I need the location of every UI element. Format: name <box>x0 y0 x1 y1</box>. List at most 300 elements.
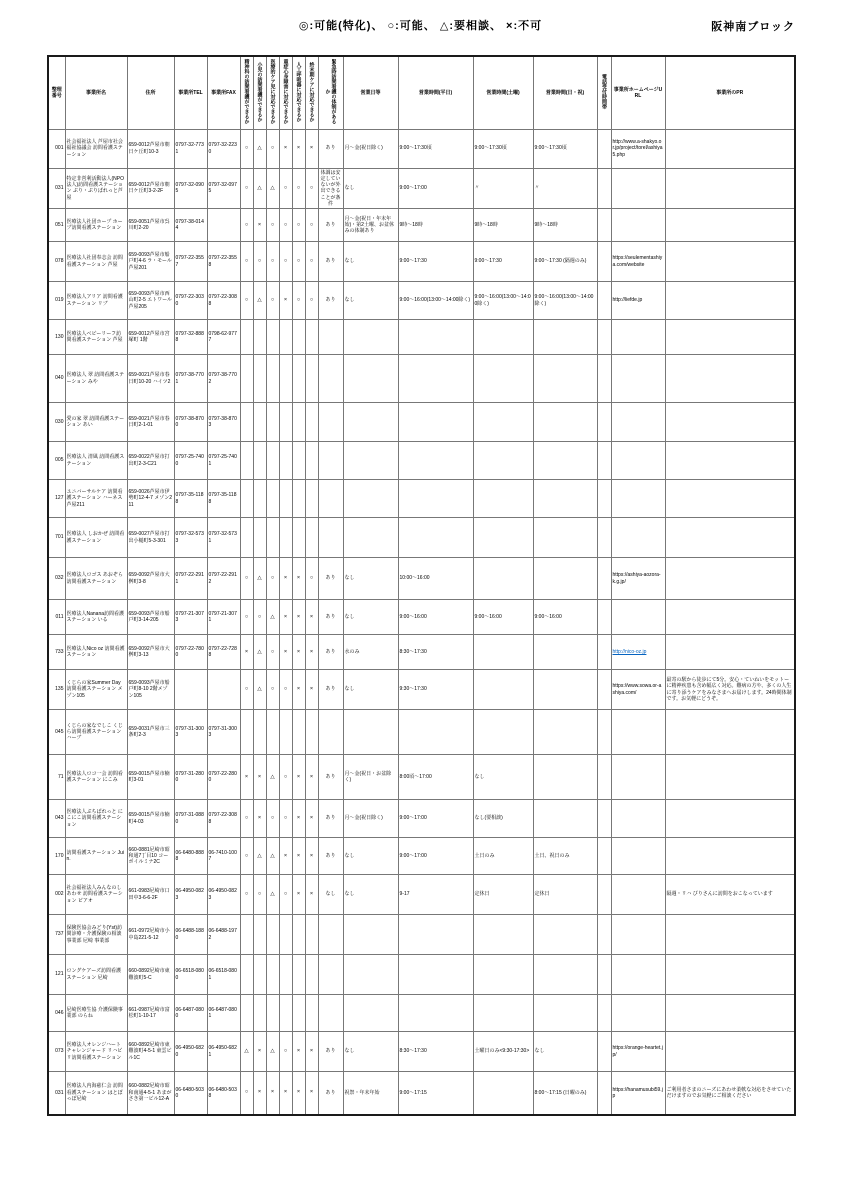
homepage-url-cell <box>611 518 665 558</box>
facility-name: 社会福祉法人 芦屋市社会福祉協議会 訪問看護ステーション <box>65 129 127 168</box>
symbol-cell-4: × <box>279 129 292 168</box>
facility-fax: 06-4950-0823 <box>207 875 240 915</box>
availability-cell: あり <box>318 600 343 635</box>
symbol-cell-1: ○ <box>240 670 253 710</box>
hours-sunday-cell: 土日、祝日のみ <box>533 838 597 875</box>
availability-cell: あり <box>318 838 343 875</box>
facility-fax: 0797-35-1188 <box>207 480 240 518</box>
availability-cell <box>318 995 343 1032</box>
facility-tel: 06-6480-5030 <box>174 1072 207 1115</box>
facility-fax: 0797-21-3071 <box>207 600 240 635</box>
facility-name: 社会福祉法人みんなのしあわせ 訪問看護ステーション ピアオ <box>65 875 127 915</box>
symbol-cell-6 <box>305 355 318 403</box>
facility-tel: 0797-38-8700 <box>174 403 207 442</box>
symbol-cell-3 <box>266 915 279 955</box>
phone-hours-cell <box>597 1072 611 1115</box>
homepage-url-cell <box>611 355 665 403</box>
homepage-url-cell <box>611 955 665 995</box>
availability-cell: あり <box>318 670 343 710</box>
facility-fax <box>207 670 240 710</box>
facility-name: 医療法人ロゴス あおぞら訪問看護ステーション <box>65 558 127 600</box>
symbol-cell-3: ○ <box>266 209 279 242</box>
hours-sunday-cell <box>533 558 597 600</box>
homepage-url-text: https://seulementashiya.com/website <box>612 255 663 268</box>
symbol-cell-2 <box>253 518 266 558</box>
business-days-cell: なし <box>343 875 398 915</box>
symbol-cell-4 <box>279 442 292 480</box>
availability-cell <box>318 403 343 442</box>
availability-cell: 体調は安定していないが外出できることが条件 <box>318 168 343 209</box>
hours-sunday-cell <box>533 403 597 442</box>
facility-tel: 0797-22-7800 <box>174 635 207 670</box>
facility-name: 医療法人 清風 訪問看護ステーション <box>65 442 127 480</box>
availability-cell: あり <box>318 209 343 242</box>
symbol-cell-5: × <box>292 600 305 635</box>
hours-weekday-cell: 8:30～17:30 <box>398 1032 473 1072</box>
facility-address: 659-0026芦屋市伊勢町12-4-7 メゾン211 <box>127 480 174 518</box>
facility-number: 030 <box>48 403 65 442</box>
pr-text <box>665 995 795 1032</box>
hours-saturday-cell: なし(要相談) <box>473 800 533 838</box>
facility-name: 医療法人内海慈仁会 訪問看護ステーション はとぽっぽ尼崎 <box>65 1072 127 1115</box>
business-days-cell: なし <box>343 558 398 600</box>
facility-number: 045 <box>48 710 65 755</box>
homepage-url-cell <box>611 670 665 710</box>
phone-hours-cell <box>597 800 611 838</box>
symbol-cell-2 <box>253 480 266 518</box>
hours-saturday-cell: 9時～18時 <box>473 209 533 242</box>
symbol-cell-6 <box>305 995 318 1032</box>
table-row <box>48 875 795 915</box>
symbol-cell-1 <box>240 355 253 403</box>
table-row <box>48 558 795 600</box>
pr-text <box>665 355 795 403</box>
symbol-cell-5: × <box>292 1032 305 1072</box>
symbol-cell-4: ○ <box>279 168 292 209</box>
table-row <box>48 1032 795 1072</box>
symbol-cell-2: × <box>253 755 266 800</box>
homepage-url-cell <box>611 915 665 955</box>
symbol-cell-6: × <box>305 755 318 800</box>
symbol-cell-2: △ <box>253 635 266 670</box>
homepage-url-cell <box>611 800 665 838</box>
symbol-cell-5: × <box>292 129 305 168</box>
col-header-symbol-4: 重症心身障害に対応できるか <box>279 56 292 129</box>
facility-tel: 0797-35-1188 <box>174 480 207 518</box>
table-row <box>48 518 795 558</box>
business-days-cell: 月～金(祝日除く) <box>343 129 398 168</box>
hours-sunday-cell: 9:00～16:00 <box>533 600 597 635</box>
symbol-cell-4: ○ <box>279 1032 292 1072</box>
phone-hours-cell <box>597 129 611 168</box>
homepage-url-text: http://liefde.jp <box>612 297 643 304</box>
facility-name: 医療法人Nanana訪問看護ステーション いる <box>65 600 127 635</box>
phone-hours-cell <box>597 558 611 600</box>
phone-hours-cell <box>597 442 611 480</box>
hours-sunday-cell <box>533 480 597 518</box>
symbol-cell-1: × <box>240 755 253 800</box>
table-row <box>48 635 795 670</box>
block-label: 阪神南ブロック <box>711 21 795 33</box>
table-row <box>48 242 795 282</box>
symbol-cell-4 <box>279 710 292 755</box>
symbol-cell-2: △ <box>253 282 266 320</box>
symbol-cell-3: ○ <box>266 800 279 838</box>
facility-name: 医療法人アリア 訪問看護ステーション リブ <box>65 282 127 320</box>
col-header-address: 住所 <box>127 56 174 129</box>
hours-saturday-cell <box>473 320 533 355</box>
hours-saturday-cell: 定休日 <box>473 875 533 915</box>
availability-cell: あり <box>318 242 343 282</box>
col-header-phone-hours: 電話受付時間帯 <box>597 56 611 129</box>
table-row <box>48 755 795 800</box>
facility-number: 073 <box>48 1032 65 1072</box>
facility-fax: 06-6480-5038 <box>207 1072 240 1115</box>
facility-number: 130 <box>48 320 65 355</box>
hours-saturday-cell: なし <box>473 755 533 800</box>
facility-address: 659-0021芦屋市春日町10-20 ハイツ2 <box>127 355 174 403</box>
symbol-cell-1: ○ <box>240 209 253 242</box>
facility-name: 医療法人ベビーリーフ訪問看護ステーション 芦屋 <box>65 320 127 355</box>
hours-weekday-cell: 9:30～17:30 <box>398 670 473 710</box>
symbol-cell-6: ○ <box>305 558 318 600</box>
phone-hours-cell <box>597 955 611 995</box>
table-row <box>48 403 795 442</box>
availability-cell <box>318 955 343 995</box>
homepage-url-cell <box>611 558 665 600</box>
business-days-cell <box>343 403 398 442</box>
business-days-cell: なし <box>343 600 398 635</box>
symbol-cell-3: ○ <box>266 242 279 282</box>
hours-sunday-cell: 8:00～17:15 (日曜のみ) <box>533 1072 597 1115</box>
facility-address: 659-0012芦屋市朝日ケ丘町10-3 <box>127 129 174 168</box>
hours-saturday-cell <box>473 995 533 1032</box>
hours-sunday-cell <box>533 635 597 670</box>
phone-hours-cell <box>597 755 611 800</box>
col-header-hours-weekday: 営業時間(平日) <box>398 56 473 129</box>
hours-weekday-cell: 8:30～17:30 <box>398 635 473 670</box>
symbol-cell-1: ○ <box>240 242 253 282</box>
table-row <box>48 355 795 403</box>
business-days-cell: 月～金(祝日・お盆除く) <box>343 755 398 800</box>
symbol-cell-5: × <box>292 635 305 670</box>
facility-number: 135 <box>48 670 65 710</box>
facility-number: 737 <box>48 915 65 955</box>
hours-weekday-cell <box>398 995 473 1032</box>
homepage-url-cell <box>611 635 665 670</box>
facility-fax: 06-4950-6821 <box>207 1032 240 1072</box>
symbol-cell-6 <box>305 320 318 355</box>
symbol-cell-3: ○ <box>266 635 279 670</box>
symbol-cell-3 <box>266 320 279 355</box>
symbol-cell-6 <box>305 480 318 518</box>
facility-name: 医療法人オレンジハート チャレンジャード リハビリ訪問看護ステーション <box>65 1032 127 1072</box>
homepage-url-cell <box>611 1032 665 1072</box>
facility-address: 660-0881尼崎市昭和通7丁目10 コーポイルミナ2C <box>127 838 174 875</box>
symbol-cell-4 <box>279 320 292 355</box>
availability-cell: あり <box>318 1072 343 1115</box>
pr-text <box>665 403 795 442</box>
col-header-availability: 緊急時訪問看護の体制があるか <box>318 56 343 129</box>
homepage-url-cell <box>611 875 665 915</box>
symbol-cell-2: ○ <box>253 242 266 282</box>
business-days-cell: なし <box>343 282 398 320</box>
symbol-cell-3: △ <box>266 1032 279 1072</box>
homepage-url-text: https://orange-heartet.jp/ <box>612 1045 663 1058</box>
symbol-cell-6: × <box>305 875 318 915</box>
hours-weekday-cell: 9:00～16:00 <box>398 600 473 635</box>
hours-sunday-cell <box>533 915 597 955</box>
facility-tel: 06-4950-0823 <box>174 875 207 915</box>
homepage-url-cell <box>611 480 665 518</box>
business-days-cell <box>343 442 398 480</box>
facility-number: 051 <box>48 209 65 242</box>
business-days-cell: なし <box>343 670 398 710</box>
pr-text <box>665 755 795 800</box>
symbol-cell-2: △ <box>253 670 266 710</box>
table-row <box>48 800 795 838</box>
availability-cell: あり <box>318 282 343 320</box>
hours-sunday-cell: なし <box>533 1032 597 1072</box>
symbol-cell-2 <box>253 355 266 403</box>
symbol-cell-6: × <box>305 600 318 635</box>
symbol-cell-6: × <box>305 800 318 838</box>
symbol-cell-6: ○ <box>305 168 318 209</box>
hours-weekday-cell <box>398 403 473 442</box>
business-days-cell: なし <box>343 168 398 209</box>
facility-address: 659-0012芦屋市宮塚町 1階 <box>127 320 174 355</box>
pr-text <box>665 129 795 168</box>
symbol-cell-5 <box>292 355 305 403</box>
symbol-cell-5: × <box>292 800 305 838</box>
facility-fax: 0797-31-3003 <box>207 710 240 755</box>
symbol-cell-1 <box>240 955 253 995</box>
symbol-cell-4: × <box>279 558 292 600</box>
hours-weekday-cell: 9時～18時 <box>398 209 473 242</box>
facility-name: 医療法人社団ホープ ホープ訪問看護ステーション <box>65 209 127 242</box>
homepage-url-text: http://www.a-shakyo.or.jp/project/torel/ashiya5.php <box>612 139 663 158</box>
facility-address: 659-0015芦屋市楠町3-01 <box>127 755 174 800</box>
facility-address: 659-0021芦屋市春日町2-1-01 <box>127 403 174 442</box>
availability-cell <box>318 518 343 558</box>
symbol-cell-2 <box>253 320 266 355</box>
symbol-cell-6 <box>305 403 318 442</box>
facility-tel: 0797-22-3557 <box>174 242 207 282</box>
hours-sunday-cell <box>533 710 597 755</box>
facility-address: 659-0093芦屋市西山町2-5 エトワール芦屋205 <box>127 282 174 320</box>
facility-fax: 0797-25-7401 <box>207 442 240 480</box>
phone-hours-cell <box>597 242 611 282</box>
facility-number: 032 <box>48 558 65 600</box>
facility-name: 訪問看護ステーション Juin. <box>65 838 127 875</box>
symbol-cell-5 <box>292 518 305 558</box>
facility-address: 661-0972尼崎市小中島221-5-12 <box>127 915 174 955</box>
hours-saturday-cell: 9:00～16:00(13:00～14:00除く) <box>473 282 533 320</box>
symbol-cell-4: × <box>279 600 292 635</box>
symbol-cell-6: × <box>305 670 318 710</box>
provider-table <box>47 55 796 1116</box>
table-row <box>48 320 795 355</box>
table-row <box>48 915 795 955</box>
facility-number: 019 <box>48 282 65 320</box>
pr-text <box>665 955 795 995</box>
symbol-cell-2: ○ <box>253 875 266 915</box>
facility-tel: 0797-32-7731 <box>174 129 207 168</box>
facility-number: 733 <box>48 635 65 670</box>
facility-fax: 0798-62-9777 <box>207 320 240 355</box>
hours-saturday-cell: 9:00～16:00 <box>473 600 533 635</box>
facility-tel: 06-6487-0800 <box>174 995 207 1032</box>
facility-tel: 0797-32-8888 <box>174 320 207 355</box>
homepage-url-cell <box>611 242 665 282</box>
col-header-symbol-6: 終末期ケアに対応できるか <box>305 56 318 129</box>
phone-hours-cell <box>597 355 611 403</box>
symbol-cell-5: ○ <box>292 168 305 209</box>
hours-saturday-cell <box>473 635 533 670</box>
availability-cell <box>318 710 343 755</box>
facility-number: 043 <box>48 800 65 838</box>
facility-tel: 06-6518-0800 <box>174 955 207 995</box>
facility-fax: 06-6488-1972 <box>207 915 240 955</box>
col-header-symbol-3: 医療的ケア児に対応できるか <box>266 56 279 129</box>
symbol-cell-6: ○ <box>305 209 318 242</box>
symbol-cell-4: ○ <box>279 755 292 800</box>
col-header-hours-sunday: 営業時間(日・祝) <box>533 56 597 129</box>
symbol-cell-3 <box>266 518 279 558</box>
homepage-url-cell <box>611 995 665 1032</box>
symbol-cell-4 <box>279 915 292 955</box>
facility-fax: 06-7410-1007 <box>207 838 240 875</box>
availability-cell: あり <box>318 558 343 600</box>
facility-tel: 0797-22-3030 <box>174 282 207 320</box>
business-days-cell: 祝祭・年末年始 <box>343 1072 398 1115</box>
facility-address: 659-0031芦屋市三条町2-3 <box>127 710 174 755</box>
hours-weekday-cell <box>398 355 473 403</box>
symbol-cell-1: △ <box>240 1032 253 1072</box>
facility-name: 医療法人ロコ一会 訪問看護ステーション にこみ <box>65 755 127 800</box>
symbol-cell-3: ○ <box>266 282 279 320</box>
pr-text <box>665 1032 795 1072</box>
symbol-cell-1: ○ <box>240 875 253 915</box>
symbol-cell-3 <box>266 955 279 995</box>
homepage-url-cell <box>611 282 665 320</box>
facility-number: 040 <box>48 355 65 403</box>
facility-address: 661-0983尼崎市口田中3-6-6-2F <box>127 875 174 915</box>
pr-text <box>665 915 795 955</box>
facility-name: ユニバーサルケア 訪問看護ステーション ハーネス芦屋211 <box>65 480 127 518</box>
facility-tel: 0797-31-3003 <box>174 710 207 755</box>
table-row <box>48 1072 795 1115</box>
pr-text <box>665 442 795 480</box>
col-header-business-days: 営業日等 <box>343 56 398 129</box>
hours-weekday-cell <box>398 710 473 755</box>
symbol-cell-5: × <box>292 755 305 800</box>
symbol-cell-4: × <box>279 838 292 875</box>
col-header-number: 整理番号 <box>48 56 65 129</box>
symbol-cell-2: △ <box>253 838 266 875</box>
table-row <box>48 129 795 168</box>
business-days-cell: 月～金(祝日除く) <box>343 800 398 838</box>
homepage-url-text: https://www.sowa.or-ashiya.com/ <box>612 683 662 696</box>
facility-fax: 0797-22-3088 <box>207 800 240 838</box>
symbol-cell-5: ○ <box>292 282 305 320</box>
symbol-cell-3 <box>266 995 279 1032</box>
hours-saturday-cell: 土日のみ <box>473 838 533 875</box>
symbol-cell-1: ○ <box>240 838 253 875</box>
phone-hours-cell <box>597 600 611 635</box>
homepage-url-cell <box>611 1072 665 1115</box>
symbol-cell-2 <box>253 915 266 955</box>
facility-fax: 0797-22-2800 <box>207 755 240 800</box>
facility-address: 659-0022芦屋市打出町2-3-C21 <box>127 442 174 480</box>
symbol-cell-6 <box>305 442 318 480</box>
hours-weekday-cell: 9:00～17:30頃 <box>398 129 473 168</box>
symbol-cell-4 <box>279 480 292 518</box>
hours-weekday-cell: 9-17 <box>398 875 473 915</box>
business-days-cell: 月～金(祝日・年末年始)・第2土曜、お盆休みの体制あり <box>343 209 398 242</box>
symbol-cell-3 <box>266 710 279 755</box>
business-days-cell <box>343 480 398 518</box>
symbol-cell-1: ○ <box>240 558 253 600</box>
availability-cell <box>318 442 343 480</box>
facility-number: 011 <box>48 600 65 635</box>
hours-sunday-cell <box>533 670 597 710</box>
symbol-cell-3: △ <box>266 838 279 875</box>
symbol-cell-1: ○ <box>240 600 253 635</box>
homepage-url-cell <box>611 442 665 480</box>
table-head <box>48 56 795 129</box>
phone-hours-cell <box>597 403 611 442</box>
symbol-cell-5 <box>292 403 305 442</box>
hours-sunday-cell <box>533 518 597 558</box>
facility-name: 特定非営利活動法人(NPO法人)訪問看護ステーション ぷり・ぷりぱれっと芦屋 <box>65 168 127 209</box>
facility-name: 医療法人 翠 訪問看護ステーション みや <box>65 355 127 403</box>
facility-tel: 0797-21-3073 <box>174 600 207 635</box>
facility-fax: 0797-22-2912 <box>207 558 240 600</box>
facility-fax: 0797-38-8703 <box>207 403 240 442</box>
facility-name: 愛の家 翠 訪問看護ステーション あい <box>65 403 127 442</box>
hours-saturday-cell <box>473 1072 533 1115</box>
facility-name: くじらの家なでしこ くじら訪問看護ステーション ハーブ <box>65 710 127 755</box>
facility-fax: 0797-38-7702 <box>207 355 240 403</box>
hours-weekday-cell: 9:00～17:15 <box>398 1072 473 1115</box>
col-header-fax: 事業所FAX <box>207 56 240 129</box>
availability-cell <box>318 355 343 403</box>
symbol-cell-1 <box>240 480 253 518</box>
business-days-cell: なし <box>343 838 398 875</box>
hours-weekday-cell <box>398 518 473 558</box>
hours-saturday-cell: 土曜日のみ<9:30-17:30> <box>473 1032 533 1072</box>
business-days-cell <box>343 915 398 955</box>
symbol-cell-4: ○ <box>279 875 292 915</box>
homepage-url-cell <box>611 755 665 800</box>
facility-name: 医療法人ぷちぱれっと にこにこ訪問看護ステーション <box>65 800 127 838</box>
facility-tel: 0797-38-0144 <box>174 209 207 242</box>
symbol-cell-5 <box>292 955 305 995</box>
homepage-url-cell <box>611 403 665 442</box>
hours-saturday-cell <box>473 710 533 755</box>
symbol-cell-4: ○ <box>279 242 292 282</box>
hours-saturday-cell: 9:00～17:30 <box>473 242 533 282</box>
facility-number: 121 <box>48 955 65 995</box>
symbol-cell-2 <box>253 710 266 755</box>
hours-weekday-cell <box>398 320 473 355</box>
homepage-url-link[interactable]: http://nico-oz.jp <box>612 648 647 655</box>
facility-name: 医療法人 しおかぜ 訪問看護ステーション <box>65 518 127 558</box>
facility-number: 170 <box>48 838 65 875</box>
facility-number: 701 <box>48 518 65 558</box>
facility-address: 659-0092芦屋市大桝町3-13 <box>127 635 174 670</box>
